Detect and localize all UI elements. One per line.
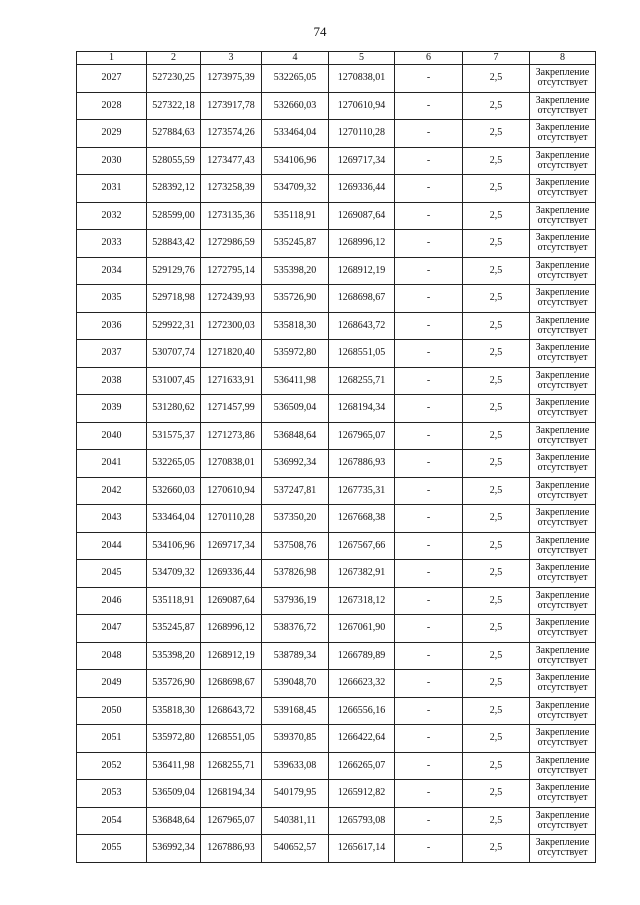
table-cell: 2036 <box>77 312 147 340</box>
table-cell: Закрепление отсутствует <box>530 120 596 148</box>
table-cell: 2048 <box>77 642 147 670</box>
table-row <box>77 560 596 588</box>
table-cell: - <box>395 587 463 615</box>
table-cell: 1270610,94 <box>329 92 395 120</box>
table-cell: 539633,08 <box>262 752 329 780</box>
table-row <box>77 780 596 808</box>
table-cell: 536509,04 <box>147 780 201 808</box>
table-cell: 1268255,71 <box>329 367 395 395</box>
table-cell: Закрепление отсутствует <box>530 560 596 588</box>
table-cell: Закрепление отсутствует <box>530 835 596 863</box>
table-row <box>77 257 596 285</box>
table-cell: - <box>395 615 463 643</box>
column-header: 3 <box>201 52 262 65</box>
table-cell: 1266556,16 <box>329 697 395 725</box>
table-cell: 2,5 <box>463 340 530 368</box>
table-cell: 2028 <box>77 92 147 120</box>
table-cell: Закрепление отсутствует <box>530 532 596 560</box>
table-cell: 1270110,28 <box>329 120 395 148</box>
table-cell: 535726,90 <box>262 285 329 313</box>
table-cell: 2,5 <box>463 65 530 93</box>
table-cell: 537826,98 <box>262 560 329 588</box>
table-cell: - <box>395 395 463 423</box>
table-cell: 534106,96 <box>262 147 329 175</box>
table-cell: - <box>395 725 463 753</box>
table-cell: 1269087,64 <box>201 587 262 615</box>
table-cell: 1270838,01 <box>201 450 262 478</box>
table-cell: 2037 <box>77 340 147 368</box>
table-cell: - <box>395 340 463 368</box>
table-cell: 527230,25 <box>147 65 201 93</box>
table-cell: 2,5 <box>463 725 530 753</box>
table-cell: Закрепление отсутствует <box>530 230 596 258</box>
table-row <box>77 450 596 478</box>
table-cell: - <box>395 175 463 203</box>
table-cell: - <box>395 285 463 313</box>
table-cell: 1268551,05 <box>201 725 262 753</box>
table-cell: 2047 <box>77 615 147 643</box>
table-cell: Закрепление отсутствует <box>530 505 596 533</box>
table-cell: 2,5 <box>463 780 530 808</box>
table-cell: 2034 <box>77 257 147 285</box>
table-cell: - <box>395 92 463 120</box>
table-cell: 1271820,40 <box>201 340 262 368</box>
table-cell: Закрепление отсутствует <box>530 147 596 175</box>
table-row <box>77 340 596 368</box>
table-row <box>77 587 596 615</box>
table-cell: 2052 <box>77 752 147 780</box>
table-cell: 2046 <box>77 587 147 615</box>
table-cell: 1273258,39 <box>201 175 262 203</box>
header-row <box>77 52 596 65</box>
table-cell: 531575,37 <box>147 422 201 450</box>
table-cell: 2,5 <box>463 642 530 670</box>
table-cell: 1268194,34 <box>201 780 262 808</box>
table-cell: 2,5 <box>463 202 530 230</box>
table-row <box>77 230 596 258</box>
table-cell: - <box>395 477 463 505</box>
table-cell: 1267567,66 <box>329 532 395 560</box>
table-row <box>77 477 596 505</box>
table-cell: Закрепление отсутствует <box>530 670 596 698</box>
table-cell: 1268698,67 <box>201 670 262 698</box>
table-row <box>77 65 596 93</box>
table-cell: - <box>395 65 463 93</box>
column-header: 8 <box>530 52 596 65</box>
table-cell: - <box>395 422 463 450</box>
table-cell: 538789,34 <box>262 642 329 670</box>
table-row <box>77 697 596 725</box>
table-cell: 2,5 <box>463 175 530 203</box>
table-cell: 1268912,19 <box>201 642 262 670</box>
table-cell: Закрепление отсутствует <box>530 65 596 93</box>
table-cell: 527322,18 <box>147 92 201 120</box>
table-cell: 527884,63 <box>147 120 201 148</box>
table-cell: 2044 <box>77 532 147 560</box>
table-cell: 1271633,91 <box>201 367 262 395</box>
table-cell: 2,5 <box>463 587 530 615</box>
table-cell: 1267965,07 <box>329 422 395 450</box>
table-cell: 1268551,05 <box>329 340 395 368</box>
table-cell: 2045 <box>77 560 147 588</box>
table-cell: Закрепление отсутствует <box>530 92 596 120</box>
table-cell: Закрепление отсутствует <box>530 340 596 368</box>
table-cell: Закрепление отсутствует <box>530 175 596 203</box>
table-cell: 1269336,44 <box>201 560 262 588</box>
table-cell: 1270610,94 <box>201 477 262 505</box>
table-cell: 2,5 <box>463 560 530 588</box>
table-cell: 2027 <box>77 65 147 93</box>
table-cell: - <box>395 257 463 285</box>
table-cell: 2,5 <box>463 615 530 643</box>
table-cell: 535118,91 <box>262 202 329 230</box>
table-cell: 528843,42 <box>147 230 201 258</box>
table-cell: 535245,87 <box>262 230 329 258</box>
table-cell: 529922,31 <box>147 312 201 340</box>
table-cell: 1266422,64 <box>329 725 395 753</box>
table-cell: Закрепление отсутствует <box>530 367 596 395</box>
table-cell: 1267318,12 <box>329 587 395 615</box>
table-cell: 2,5 <box>463 147 530 175</box>
table-row <box>77 835 596 863</box>
table-cell: 1267382,91 <box>329 560 395 588</box>
table-cell: 1267886,93 <box>329 450 395 478</box>
table-cell: 2040 <box>77 422 147 450</box>
table-cell: Закрепление отсутствует <box>530 780 596 808</box>
table-cell: 2035 <box>77 285 147 313</box>
table-cell: 534106,96 <box>147 532 201 560</box>
column-header: 4 <box>262 52 329 65</box>
table-cell: Закрепление отсутствует <box>530 450 596 478</box>
table-row <box>77 532 596 560</box>
table-cell: 1267668,38 <box>329 505 395 533</box>
table-cell: 1269717,34 <box>201 532 262 560</box>
table-cell: 535118,91 <box>147 587 201 615</box>
table-cell: - <box>395 450 463 478</box>
table-cell: 1267886,93 <box>201 835 262 863</box>
table-cell: 1268194,34 <box>329 395 395 423</box>
table-cell: 2,5 <box>463 532 530 560</box>
table-cell: - <box>395 367 463 395</box>
table-cell: 532660,03 <box>262 92 329 120</box>
table-row <box>77 725 596 753</box>
table-cell: 1273574,26 <box>201 120 262 148</box>
table-cell: 1273135,36 <box>201 202 262 230</box>
table-cell: 535398,20 <box>262 257 329 285</box>
table-cell: - <box>395 560 463 588</box>
table-cell: 2055 <box>77 835 147 863</box>
table-cell: 2038 <box>77 367 147 395</box>
table-cell: 1267965,07 <box>201 807 262 835</box>
table-cell: 1272439,93 <box>201 285 262 313</box>
table-cell: 2,5 <box>463 752 530 780</box>
table-cell: 533464,04 <box>262 120 329 148</box>
table-cell: - <box>395 670 463 698</box>
table-cell: Закрепление отсутствует <box>530 587 596 615</box>
table-cell: 534709,32 <box>147 560 201 588</box>
table-row <box>77 175 596 203</box>
table-cell: 1266265,07 <box>329 752 395 780</box>
table-cell: 1268698,67 <box>329 285 395 313</box>
table-cell: 537247,81 <box>262 477 329 505</box>
table-cell: - <box>395 230 463 258</box>
table-cell: 2,5 <box>463 92 530 120</box>
table-cell: Закрепление отсутствует <box>530 285 596 313</box>
table-cell: - <box>395 642 463 670</box>
table-cell: 1268996,12 <box>329 230 395 258</box>
table-cell: 528599,00 <box>147 202 201 230</box>
table-cell: 540179,95 <box>262 780 329 808</box>
table-row <box>77 92 596 120</box>
table-cell: Закрепление отсутствует <box>530 807 596 835</box>
table-cell: 2031 <box>77 175 147 203</box>
table-row <box>77 670 596 698</box>
table-cell: 537350,20 <box>262 505 329 533</box>
table-row <box>77 395 596 423</box>
table-cell: 1269717,34 <box>329 147 395 175</box>
table-row <box>77 807 596 835</box>
column-header: 5 <box>329 52 395 65</box>
table-cell: 2,5 <box>463 395 530 423</box>
table-cell: 532265,05 <box>262 65 329 93</box>
table-cell: 1269336,44 <box>329 175 395 203</box>
table-cell: 534709,32 <box>262 175 329 203</box>
table-cell: 2029 <box>77 120 147 148</box>
table-cell: - <box>395 147 463 175</box>
table-cell: 2043 <box>77 505 147 533</box>
table-cell: 537936,19 <box>262 587 329 615</box>
table-cell: 1266789,89 <box>329 642 395 670</box>
table-row <box>77 505 596 533</box>
table-cell: Закрепление отсутствует <box>530 615 596 643</box>
table-cell: 535726,90 <box>147 670 201 698</box>
table-cell: 1268643,72 <box>329 312 395 340</box>
table-cell: 2,5 <box>463 230 530 258</box>
table-cell: - <box>395 505 463 533</box>
table-cell: 536992,34 <box>262 450 329 478</box>
table-cell: 1270838,01 <box>329 65 395 93</box>
table-cell: 536509,04 <box>262 395 329 423</box>
table-cell: 2051 <box>77 725 147 753</box>
table-cell: 2,5 <box>463 450 530 478</box>
table-cell: Закрепление отсутствует <box>530 697 596 725</box>
column-header: 7 <box>463 52 530 65</box>
table-cell: 535398,20 <box>147 642 201 670</box>
table-cell: - <box>395 697 463 725</box>
table-cell: 2,5 <box>463 120 530 148</box>
table-cell: 2,5 <box>463 505 530 533</box>
table-cell: 538376,72 <box>262 615 329 643</box>
page-number: 74 <box>313 24 327 39</box>
table-cell: 1269087,64 <box>329 202 395 230</box>
table-cell: 2041 <box>77 450 147 478</box>
table-cell: 536848,64 <box>147 807 201 835</box>
table-cell: 528392,12 <box>147 175 201 203</box>
table-cell: 1273975,39 <box>201 65 262 93</box>
table-cell: - <box>395 532 463 560</box>
table-cell: 539048,70 <box>262 670 329 698</box>
table-cell: - <box>395 807 463 835</box>
table-cell: 1273917,78 <box>201 92 262 120</box>
table-cell: 535818,30 <box>262 312 329 340</box>
table-cell: 2050 <box>77 697 147 725</box>
table-cell: 535972,80 <box>262 340 329 368</box>
table-cell: 2,5 <box>463 697 530 725</box>
table-cell: 1268255,71 <box>201 752 262 780</box>
table-cell: - <box>395 202 463 230</box>
table-cell: 531280,62 <box>147 395 201 423</box>
table-cell: Закрепление отсутствует <box>530 257 596 285</box>
table-cell: 531007,45 <box>147 367 201 395</box>
table-cell: 535972,80 <box>147 725 201 753</box>
table-cell: 1271273,86 <box>201 422 262 450</box>
table-cell: 1272300,03 <box>201 312 262 340</box>
table-row <box>77 147 596 175</box>
table-cell: 1267061,90 <box>329 615 395 643</box>
table-cell: 1268912,19 <box>329 257 395 285</box>
table-cell: Закрепление отсутствует <box>530 752 596 780</box>
table-cell: 530707,74 <box>147 340 201 368</box>
column-header: 2 <box>147 52 201 65</box>
table-cell: 2039 <box>77 395 147 423</box>
table-body <box>77 65 596 863</box>
table-row <box>77 285 596 313</box>
table-cell: 529718,98 <box>147 285 201 313</box>
table-cell: 2,5 <box>463 422 530 450</box>
table-cell: 1268643,72 <box>201 697 262 725</box>
table-cell: 1267735,31 <box>329 477 395 505</box>
table-cell: 536411,98 <box>262 367 329 395</box>
table-row <box>77 120 596 148</box>
table-cell: 2,5 <box>463 835 530 863</box>
table-cell: 537508,76 <box>262 532 329 560</box>
table-row <box>77 367 596 395</box>
table-cell: 2,5 <box>463 257 530 285</box>
table-cell: - <box>395 752 463 780</box>
table-cell: 2,5 <box>463 807 530 835</box>
table-cell: 529129,76 <box>147 257 201 285</box>
table-cell: 2049 <box>77 670 147 698</box>
table-cell: - <box>395 835 463 863</box>
table-cell: 532265,05 <box>147 450 201 478</box>
coordinates-table <box>76 51 596 863</box>
table-cell: 1271457,99 <box>201 395 262 423</box>
table-cell: 528055,59 <box>147 147 201 175</box>
table-cell: 2,5 <box>463 670 530 698</box>
table-cell: 1270110,28 <box>201 505 262 533</box>
table-cell: Закрепление отсутствует <box>530 477 596 505</box>
table-cell: 2030 <box>77 147 147 175</box>
table-cell: 2,5 <box>463 477 530 505</box>
table-cell: - <box>395 312 463 340</box>
table-cell: - <box>395 120 463 148</box>
table-cell: 1265793,08 <box>329 807 395 835</box>
table-cell: 2,5 <box>463 285 530 313</box>
table-cell: Закрепление отсутствует <box>530 395 596 423</box>
table-cell: 1266623,32 <box>329 670 395 698</box>
table-cell: - <box>395 780 463 808</box>
table-cell: 536848,64 <box>262 422 329 450</box>
table-cell: 539168,45 <box>262 697 329 725</box>
table-cell: 1272986,59 <box>201 230 262 258</box>
table-row <box>77 422 596 450</box>
column-header: 1 <box>77 52 147 65</box>
table-cell: 1273477,43 <box>201 147 262 175</box>
table-cell: 2033 <box>77 230 147 258</box>
table-cell: 535818,30 <box>147 697 201 725</box>
table-cell: 1272795,14 <box>201 257 262 285</box>
table-cell: 1268996,12 <box>201 615 262 643</box>
table-cell: Закрепление отсутствует <box>530 422 596 450</box>
table-cell: Закрепление отсутствует <box>530 642 596 670</box>
table-cell: 532660,03 <box>147 477 201 505</box>
table-cell: 540381,11 <box>262 807 329 835</box>
table-row <box>77 202 596 230</box>
table-cell: Закрепление отсутствует <box>530 202 596 230</box>
table-cell: 533464,04 <box>147 505 201 533</box>
table-cell: 536411,98 <box>147 752 201 780</box>
table-cell: 540652,57 <box>262 835 329 863</box>
table-cell: 536992,34 <box>147 835 201 863</box>
table-cell: Закрепление отсутствует <box>530 725 596 753</box>
table-cell: 2053 <box>77 780 147 808</box>
column-header: 6 <box>395 52 463 65</box>
table-cell: 2,5 <box>463 312 530 340</box>
table-cell: 1265912,82 <box>329 780 395 808</box>
table-row <box>77 752 596 780</box>
table-cell: 2,5 <box>463 367 530 395</box>
table-row <box>77 642 596 670</box>
table-row <box>77 615 596 643</box>
table-cell: 2042 <box>77 477 147 505</box>
table-cell: 2032 <box>77 202 147 230</box>
table-cell: 535245,87 <box>147 615 201 643</box>
table-cell: Закрепление отсутствует <box>530 312 596 340</box>
table-row <box>77 312 596 340</box>
table-cell: 539370,85 <box>262 725 329 753</box>
table-cell: 1265617,14 <box>329 835 395 863</box>
table-cell: 2054 <box>77 807 147 835</box>
